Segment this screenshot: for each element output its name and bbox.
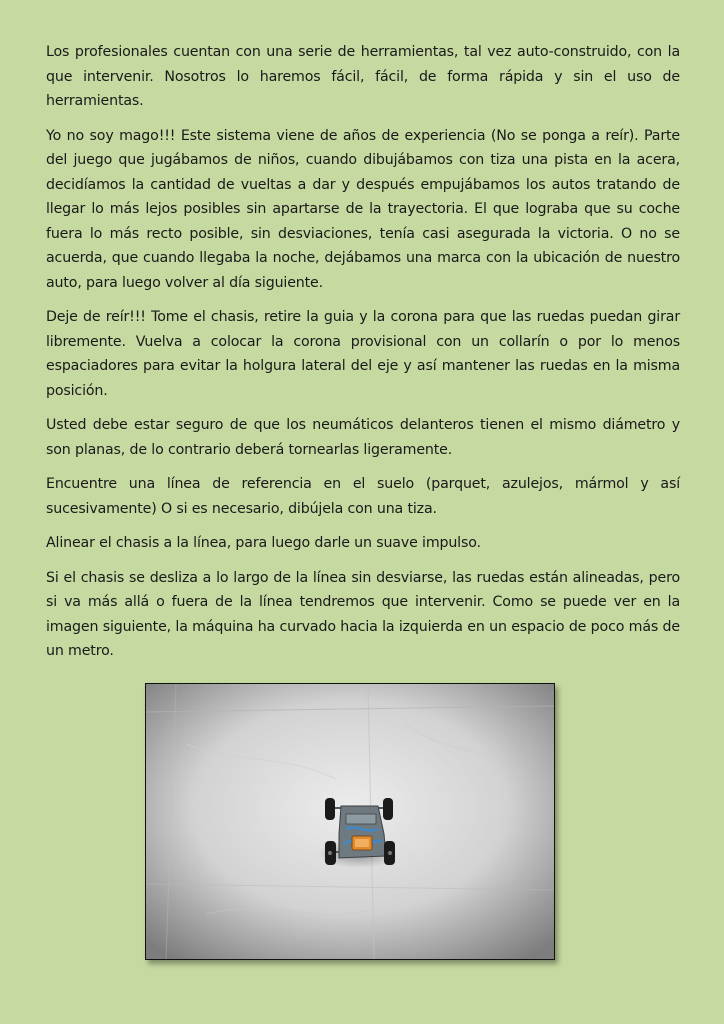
paragraph-2: Yo no soy mago!!! Este sistema viene de años de experiencia (No se ponga a reír). Parte del juego que jugábamos de niños, cuando dibujábamos con tiza una pista en la acera, decidíamos la cantidad de vueltas a dar y después empujábamos los autos tratando de llegar lo más lejos posibles sin apartarse de la trayectoria. El que lograba que su coche fuera lo más recto posible, sin desviaciones, tenía casi asegurada la victoria. O no se acuerda, que cuando llegaba la noche, dejábamos una marca con la ubicación de nuestro auto, para luego volver al día siguiente. [46, 127, 680, 291]
paragraph-7: Si el chasis se desliza a lo largo de la línea sin desviarse, las ruedas están alineadas, pero si va más allá o fuera de la línea tendremos que intervenir. Como se puede ver en la imagen siguiente, la máquina ha curvado hacia la izquierda en un espacio de poco más de un metro. [46, 569, 680, 659]
paragraph-4: Usted debe estar seguro de que los neumáticos delanteros tienen el mismo diámetro y son planas, de lo contrario deberá tornearlas ligeramente. [46, 417, 680, 458]
paragraph-3: Deje de reír!!! Tome el chasis, retire la guia y la corona para que las ruedas puedan girar libremente. Vuelva a colocar la corona provisional con un collarín o por lo menos espaciadores para evitar la holgura lateral del eje y así mantener las ruedas en la misma posición. [46, 309, 680, 399]
paragraph-5: Encuentre una línea de referencia en el suelo (parquet, azulejos, mármol y así sucesivamente) O si es necesario, dibújela con una tiza. [46, 476, 680, 517]
paragraph-6: Alinear el chasis a la línea, para luego darle un suave impulso. [46, 535, 481, 551]
chassis-photo-illustration [146, 684, 554, 959]
paragraph-1: Los profesionales cuentan con una serie de herramientas, tal vez auto-construido, con la que intervenir. Nosotros lo haremos fácil, fácil, de forma rápida y sin el uso de herramientas. [46, 44, 680, 109]
document-body [46, 40, 680, 674]
chassis-photo [145, 683, 555, 960]
